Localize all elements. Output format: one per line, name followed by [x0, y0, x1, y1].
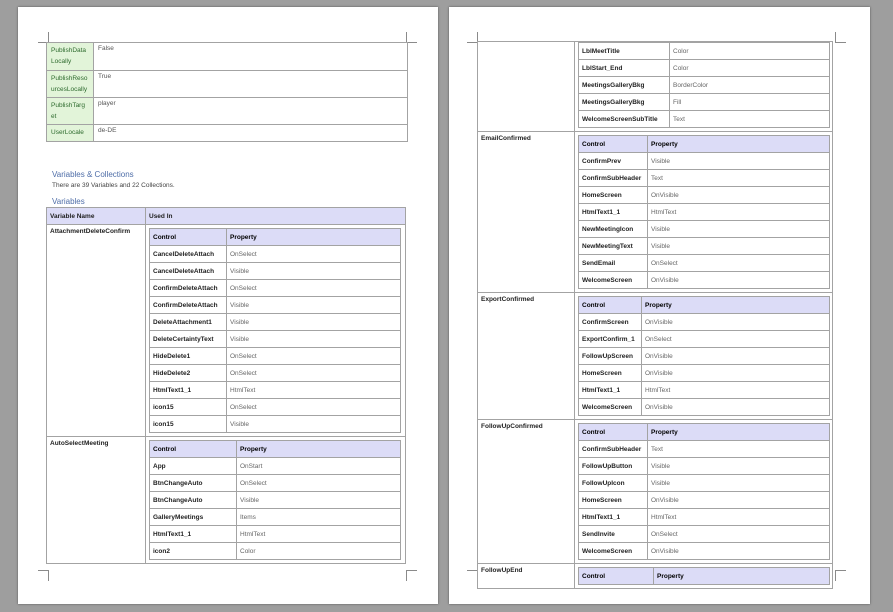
- property-name: OnSelect: [648, 255, 830, 272]
- property-name: PublishReso urcesLocally: [47, 71, 94, 98]
- control-name: ConfirmDeleteAttach: [150, 297, 227, 314]
- usage-row: [150, 263, 401, 280]
- usage-row: [579, 170, 830, 187]
- usage-row: [150, 314, 401, 331]
- usage-table: [578, 296, 830, 416]
- usage-row: [150, 458, 401, 475]
- property-name: OnSelect: [227, 348, 401, 365]
- table-row: [47, 125, 408, 142]
- usage-row: [150, 526, 401, 543]
- control-name: WelcomeScreen: [579, 272, 648, 289]
- usage-row: [579, 204, 830, 221]
- property-name: Visible: [648, 238, 830, 255]
- usage-row: [579, 399, 830, 416]
- property-name: Text: [648, 441, 830, 458]
- usage-row: [579, 543, 830, 560]
- used-in-cell: [575, 293, 833, 420]
- control-name: NewMeetingText: [579, 238, 648, 255]
- table-row: [478, 132, 833, 293]
- usage-header-row: [150, 441, 401, 458]
- usage-row: [150, 382, 401, 399]
- table-row: [47, 43, 408, 71]
- table-row: [47, 71, 408, 98]
- property-name: HtmlText: [648, 204, 830, 221]
- control-name: MeetingsGalleryBkg: [579, 77, 670, 94]
- usage-row: [579, 60, 830, 77]
- control-name: HomeScreen: [579, 365, 642, 382]
- property-name: Text: [670, 111, 830, 128]
- property-name: OnVisible: [648, 543, 830, 560]
- used-in-cell: [146, 225, 406, 437]
- usage-row: [150, 365, 401, 382]
- control-name: SendEmail: [579, 255, 648, 272]
- usage-row: [150, 246, 401, 263]
- control-name: ConfirmSubHeader: [579, 170, 648, 187]
- control-name: CancelDeleteAttach: [150, 246, 227, 263]
- section-heading: Variables & Collections: [52, 170, 134, 179]
- control-name: FollowUpIcon: [579, 475, 648, 492]
- control-name: MeetingsGalleryBkg: [579, 94, 670, 111]
- property-name: OnVisible: [648, 492, 830, 509]
- property-name: Visible: [227, 314, 401, 331]
- property-name: OnSelect: [237, 475, 401, 492]
- crop-mark: [406, 570, 417, 581]
- property-name: Visible: [648, 475, 830, 492]
- control-header: Control: [579, 568, 654, 585]
- control-name: HtmlText1_1: [150, 526, 237, 543]
- property-name: Color: [670, 60, 830, 77]
- usage-row: [150, 492, 401, 509]
- usage-row: [150, 280, 401, 297]
- usage-header-row: [579, 136, 830, 153]
- usage-row: [579, 526, 830, 543]
- usage-row: [579, 272, 830, 289]
- used-in-cell: [575, 564, 833, 589]
- property-name: PublishData Locally: [47, 43, 94, 71]
- property-name: Visible: [227, 297, 401, 314]
- usage-row: [579, 458, 830, 475]
- property-name: OnVisible: [642, 399, 830, 416]
- variable-name: [478, 42, 575, 132]
- usage-header-row: [150, 229, 401, 246]
- usage-row: [579, 255, 830, 272]
- used-in-cell: [575, 132, 833, 293]
- usage-row: [579, 475, 830, 492]
- property-name: Visible: [648, 221, 830, 238]
- property-name: Fill: [670, 94, 830, 111]
- crop-mark: [38, 570, 49, 581]
- usage-row: [579, 314, 830, 331]
- usage-row: [579, 441, 830, 458]
- control-name: DeleteCertaintyText: [150, 331, 227, 348]
- property-header: Property: [227, 229, 401, 246]
- app-properties-table: [46, 42, 408, 142]
- usage-table: [149, 228, 401, 433]
- summary-text: There are 39 Variables and 22 Collections.: [52, 182, 175, 189]
- property-name: UserLocale: [47, 125, 94, 142]
- usage-row: [579, 509, 830, 526]
- property-name: PublishTarg et: [47, 98, 94, 125]
- property-name: Visible: [227, 416, 401, 433]
- usage-row: [579, 221, 830, 238]
- usage-row: [150, 348, 401, 365]
- control-name: SendInvite: [579, 526, 648, 543]
- control-name: WelcomeScreenSubTitle: [579, 111, 670, 128]
- control-name: ConfirmPrev: [579, 153, 648, 170]
- property-name: OnVisible: [648, 272, 830, 289]
- property-name: OnVisible: [648, 187, 830, 204]
- control-header: Control: [150, 441, 237, 458]
- usage-table: [578, 135, 830, 289]
- property-name: HtmlText: [648, 509, 830, 526]
- usage-header-row: [579, 297, 830, 314]
- control-name: HideDelete1: [150, 348, 227, 365]
- control-name: ConfirmSubHeader: [579, 441, 648, 458]
- usage-rows: [579, 153, 830, 289]
- usage-row: [150, 509, 401, 526]
- used-in-cell: [575, 420, 833, 564]
- control-name: HideDelete2: [150, 365, 227, 382]
- crop-mark: [835, 32, 846, 43]
- property-name: OnStart: [237, 458, 401, 475]
- property-name: HtmlText: [642, 382, 830, 399]
- property-value: False: [94, 43, 408, 71]
- column-header-variable-name: Variable Name: [47, 208, 146, 225]
- control-name: HtmlText1_1: [579, 509, 648, 526]
- control-name: CancelDeleteAttach: [150, 263, 227, 280]
- table-row: [47, 98, 408, 125]
- control-name: FollowUpScreen: [579, 348, 642, 365]
- control-name: icon2: [150, 543, 237, 560]
- usage-row: [579, 153, 830, 170]
- property-header: Property: [642, 297, 830, 314]
- property-header: Property: [648, 136, 830, 153]
- usage-rows: [579, 314, 830, 416]
- control-name: DeleteAttachment1: [150, 314, 227, 331]
- property-name: Visible: [227, 331, 401, 348]
- property-name: Visible: [648, 458, 830, 475]
- property-name: OnVisible: [642, 314, 830, 331]
- variables-table-continued: [477, 41, 833, 589]
- property-header: Property: [237, 441, 401, 458]
- usage-row: [150, 399, 401, 416]
- usage-row: [150, 297, 401, 314]
- variable-name: ExportConfirmed: [478, 293, 575, 420]
- control-name: WelcomeScreen: [579, 543, 648, 560]
- usage-table: [149, 440, 401, 560]
- control-header: Control: [579, 136, 648, 153]
- usage-row: [579, 187, 830, 204]
- property-name: Color: [237, 543, 401, 560]
- control-name: LblMeetTitle: [579, 43, 670, 60]
- control-name: ConfirmDeleteAttach: [150, 280, 227, 297]
- usage-row: [579, 43, 830, 60]
- usage-rows: [150, 458, 401, 560]
- control-header: Control: [579, 424, 648, 441]
- variables-table: [46, 207, 406, 564]
- property-name: Visible: [237, 492, 401, 509]
- property-name: Visible: [227, 263, 401, 280]
- usage-table: [578, 567, 830, 585]
- property-name: OnSelect: [642, 331, 830, 348]
- usage-header-row: [579, 424, 830, 441]
- used-in-cell: [575, 42, 833, 132]
- usage-header-row: [579, 568, 830, 585]
- property-name: Visible: [648, 153, 830, 170]
- usage-row: [150, 416, 401, 433]
- property-name: OnSelect: [227, 246, 401, 263]
- property-value: True: [94, 71, 408, 98]
- document-page-1: [18, 7, 438, 604]
- control-name: HtmlText1_1: [150, 382, 227, 399]
- usage-rows: [579, 43, 830, 128]
- control-name: icon15: [150, 416, 227, 433]
- usage-rows: [150, 246, 401, 433]
- table-row: [478, 42, 833, 132]
- variable-name: FollowUpEnd: [478, 564, 575, 589]
- usage-table: [578, 423, 830, 560]
- control-name: BtnChangeAuto: [150, 475, 237, 492]
- control-name: GalleryMeetings: [150, 509, 237, 526]
- control-name: icon15: [150, 399, 227, 416]
- control-name: ExportConfirm_1: [579, 331, 642, 348]
- usage-row: [579, 111, 830, 128]
- variable-name: EmailConfirmed: [478, 132, 575, 293]
- usage-row: [579, 365, 830, 382]
- variable-name: AutoSelectMeeting: [47, 437, 146, 564]
- property-name: OnSelect: [227, 399, 401, 416]
- usage-row: [579, 238, 830, 255]
- usage-table: [578, 42, 830, 128]
- property-name: OnSelect: [648, 526, 830, 543]
- property-header: Property: [654, 568, 830, 585]
- property-header: Property: [648, 424, 830, 441]
- control-name: ConfirmScreen: [579, 314, 642, 331]
- property-value: player: [94, 98, 408, 125]
- usage-row: [579, 348, 830, 365]
- property-name: BorderColor: [670, 77, 830, 94]
- control-header: Control: [579, 297, 642, 314]
- variable-name: AttachmentDeleteConfirm: [47, 225, 146, 437]
- control-name: HtmlText1_1: [579, 382, 642, 399]
- control-name: LblStart_End: [579, 60, 670, 77]
- table-row: [47, 225, 406, 437]
- usage-row: [150, 475, 401, 492]
- property-name: Items: [237, 509, 401, 526]
- control-header: Control: [150, 229, 227, 246]
- variable-name: FollowUpConfirmed: [478, 420, 575, 564]
- property-name: OnVisible: [642, 348, 830, 365]
- usage-row: [579, 492, 830, 509]
- crop-mark: [835, 570, 846, 581]
- control-name: NewMeetingIcon: [579, 221, 648, 238]
- table-header-row: [47, 208, 406, 225]
- table-row: [478, 564, 833, 589]
- control-name: BtnChangeAuto: [150, 492, 237, 509]
- property-name: Color: [670, 43, 830, 60]
- table-row: [478, 293, 833, 420]
- sub-heading: Variables: [52, 197, 85, 206]
- usage-row: [579, 382, 830, 399]
- property-name: OnSelect: [227, 280, 401, 297]
- control-name: FollowUpButton: [579, 458, 648, 475]
- property-name: Text: [648, 170, 830, 187]
- usage-row: [150, 331, 401, 348]
- usage-row: [579, 94, 830, 111]
- control-name: HomeScreen: [579, 187, 648, 204]
- table-row: [47, 437, 406, 564]
- used-in-cell: [146, 437, 406, 564]
- property-name: OnSelect: [227, 365, 401, 382]
- usage-row: [579, 331, 830, 348]
- control-name: WelcomeScreen: [579, 399, 642, 416]
- control-name: HtmlText1_1: [579, 204, 648, 221]
- property-value: de-DE: [94, 125, 408, 142]
- column-header-used-in: Used In: [146, 208, 406, 225]
- usage-rows: [579, 441, 830, 560]
- control-name: App: [150, 458, 237, 475]
- property-name: OnVisible: [642, 365, 830, 382]
- control-name: HomeScreen: [579, 492, 648, 509]
- usage-row: [579, 77, 830, 94]
- property-name: HtmlText: [227, 382, 401, 399]
- document-page-2: [449, 7, 870, 604]
- usage-row: [150, 543, 401, 560]
- property-name: HtmlText: [237, 526, 401, 543]
- table-row: [478, 420, 833, 564]
